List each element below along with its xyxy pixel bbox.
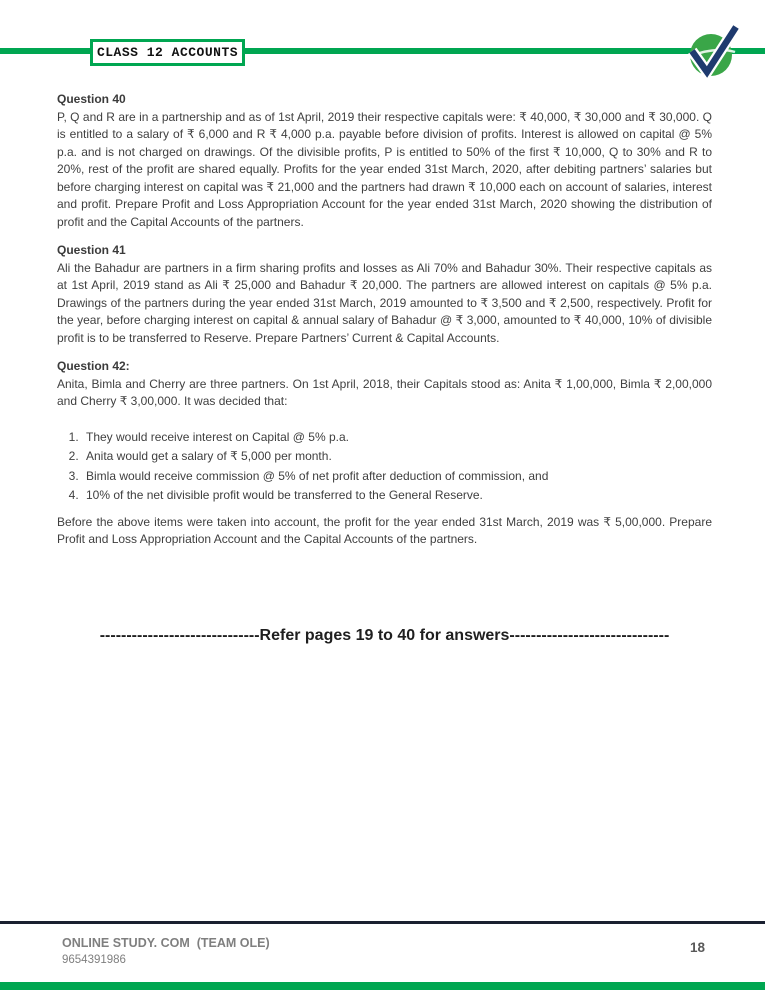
page-number: 18 [690,940,706,955]
question-42-conditions-list [57,428,712,506]
list-item: 3. Bimla would receive commission @ 5% of net profit after deduction of commission, and [82,467,712,487]
question-40-body: P, Q and R are in a partnership and as of 1st April, 2019 their respective capitals were: ₹ 40,000, ₹ 30,000 and ₹ 30,000. Q is entitled to a salary of ₹ 6,000 and R ₹ 4,000 p.a. payable before division of profits. Interest is allowed on capital @ 5% p.a. and is not charged on drawings. Of the divisible profits, P is entitled to 50% of the first ₹ 10,000, Q to 30% and R to 20%, rest of the profit are shared equally. Profits for the year ended 31st March, 2020, after debiting partners’ salaries but before charging interest on capital was ₹ 21,000 and the partners had drawn ₹ 10,000 each on account of salaries, interest and profit. Prepare Profit and Loss Appropriation Account for the year ended 31st March, 2020 showing the distribution of profit and the Capital Accounts of the partners. [57,109,712,229]
question-42-heading: Question 42: [57,359,130,373]
list-item: 4. 10% of the net divisible profit would be transferred to the General Reserve. [82,486,712,506]
question-41-heading: Question 41 [57,243,126,257]
class-badge [90,39,245,66]
list-item: 1. They would receive interest on Capital @ 5% p.a. [82,428,712,448]
page-content [57,91,712,644]
question-42-section [57,358,712,549]
question-42-closing: Before the above items were taken into account, the profit for the year ended 31st March, 2019 was ₹ 5,00,000. Prepare Profit and Loss Appropriation Account and the Capital Accounts of the partners. [57,514,712,546]
refer-answers-note: ------------------------------Refer pages 19 to 40 for answers------------------------------ [99,627,670,644]
list-item: 2. Anita would get a salary of ₹ 5,000 per month. [82,447,712,467]
question-41-section [57,242,712,347]
question-40-section [57,91,712,231]
question-41-body: Ali the Bahadur are partners in a firm sharing profits and losses as Ali 70% and Bahadur 30%. Their respective capitals as at 1st April, 2019 stand as Ali ₹ 25,000 and Bahadur ₹ 20,000. The partners are allowed interest on capitals @ 5% p.a. Drawings of the partners during the year ended 31st March, 2019 amounted to ₹ 3,500 and ₹ 2,500, respectively. Profit for the year, before charging interest on capital & annual salary of Bahadur @ ₹ 3,000, amounted to ₹ 40,000, 10% of divisible profit is to be transferred to Reserve. Prepare Partners’ Current & Capital Accounts. [57,260,712,345]
checkmark-globe-logo-icon [683,24,740,80]
footer-rule [0,921,765,924]
footer-site-name: ONLINE STUDY. COM (TEAM OLE) [62,936,270,950]
class-badge-label: CLASS 12 ACCOUNTS [96,45,239,60]
footer-green-bar [0,982,765,990]
question-40-heading: Question 40 [57,92,126,106]
question-42-body: Anita, Bimla and Cherry are three partners. On 1st April, 2018, their Capitals stood as: Anita ₹ 1,00,000, Bimla ₹ 2,00,000 and Cherry ₹ 3,00,000. It was decided that: [57,376,712,408]
footer-phone-number: 9654391986 [62,954,126,966]
